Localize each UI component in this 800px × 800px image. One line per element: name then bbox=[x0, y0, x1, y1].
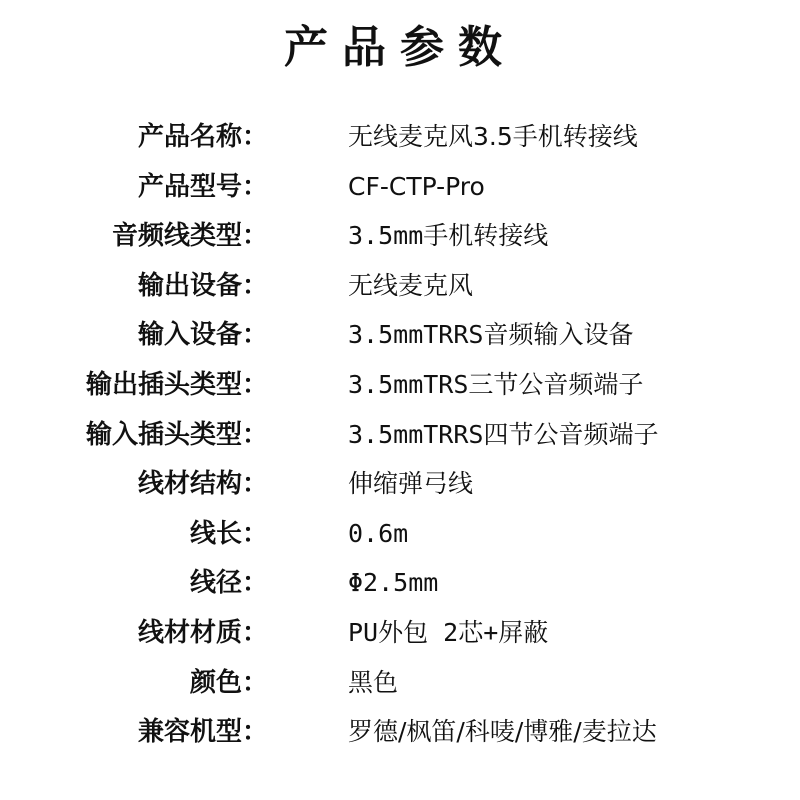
spec-value: 3.5mmTRRS四节公音频端子 bbox=[348, 419, 659, 449]
spec-value: PU外包 2芯+屏蔽 bbox=[348, 617, 549, 647]
spec-label: 产品型号： bbox=[137, 171, 268, 202]
spec-value: 3.5mmTRS三节公音频端子 bbox=[348, 369, 644, 399]
spec-value: 0.6m bbox=[348, 518, 409, 548]
spec-label: 线材结构： bbox=[137, 469, 268, 500]
spec-value: 3.5mmTRRS音频输入设备 bbox=[348, 320, 634, 350]
spec-value: 伸缩弹弓线 bbox=[348, 469, 474, 499]
spec-value: 无线麦克风 bbox=[348, 270, 474, 300]
spec-row-color bbox=[0, 659, 800, 709]
spec-value: 3.5mm手机转接线 bbox=[348, 221, 549, 251]
spec-row-cable-type bbox=[0, 212, 800, 262]
spec-row-cable-length bbox=[0, 510, 800, 560]
spec-label: 输出设备： bbox=[137, 270, 268, 301]
spec-label: 输入设备： bbox=[137, 320, 268, 351]
spec-label: 音频线类型： bbox=[111, 221, 268, 252]
spec-row-input-plug bbox=[0, 411, 800, 461]
spec-value: 黑色 bbox=[348, 667, 399, 697]
spec-label: 输出插头类型： bbox=[85, 369, 268, 400]
spec-label: 线长： bbox=[189, 518, 268, 549]
spec-label: 兼容机型： bbox=[137, 717, 268, 748]
spec-label: 输入插头类型： bbox=[85, 419, 268, 450]
spec-label: 线材材质： bbox=[137, 617, 268, 648]
spec-row-product-name bbox=[0, 113, 800, 163]
spec-row-cable-material bbox=[0, 609, 800, 659]
spec-row-input-device bbox=[0, 311, 800, 361]
spec-row-compatible-models bbox=[0, 708, 800, 758]
page-title: 产品参数 bbox=[284, 22, 516, 73]
spec-label: 产品名称： bbox=[137, 122, 268, 152]
spec-table bbox=[0, 113, 800, 758]
spec-value: 罗德/枫笛/科唛/博雅/麦拉达 bbox=[348, 717, 657, 747]
spec-label: 线径： bbox=[189, 568, 268, 599]
spec-value: Φ2.5mm bbox=[348, 568, 439, 598]
spec-label: 颜色： bbox=[189, 667, 268, 698]
spec-row-cable-structure bbox=[0, 460, 800, 510]
spec-value: 无线麦克风3.5手机转接线 bbox=[348, 122, 638, 151]
spec-row-cable-diameter bbox=[0, 559, 800, 609]
spec-value: CF-CTP-Pro bbox=[348, 171, 485, 201]
spec-row-output-plug bbox=[0, 361, 800, 411]
spec-row-model bbox=[0, 163, 800, 213]
spec-row-output-device bbox=[0, 262, 800, 312]
